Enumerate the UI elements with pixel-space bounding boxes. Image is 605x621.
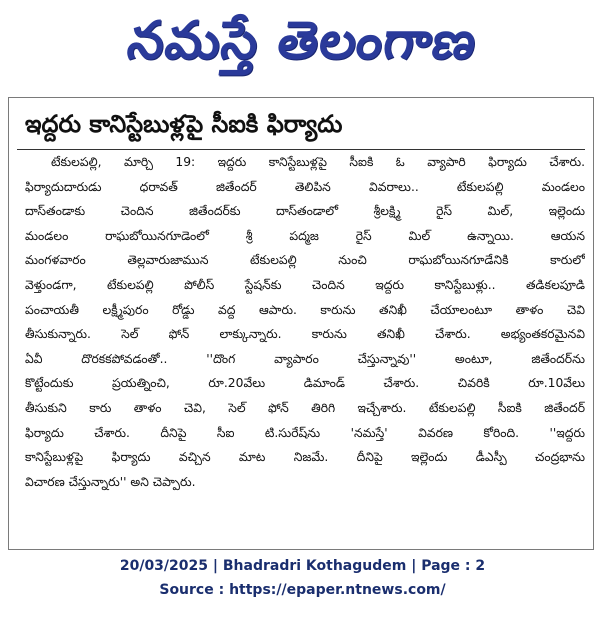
- article-headline: ఇద్దరు కానిస్టేబుళ్లపై సీఐకి ఫిర్యాదు: [25, 110, 343, 138]
- article-line: కొట్టేందుకు ప్రయత్నించి, రూ.20వేలు డిమాండ్ చేశారు. చివరికి రూ.10వేలు: [25, 376, 585, 391]
- article-line: విచారణ చేస్తున్నారు'' అని చెప్పారు.: [25, 474, 196, 489]
- article-body: [25, 150, 585, 494]
- article-line: వెళ్తుండగా, టేకులపల్లి పోలీస్ స్టేషన్‌కు చెందిన ఇద్దరు కానిస్టేబుళ్లు.. తడికలపూడి: [25, 277, 585, 292]
- article-line: మంగళవారం తెల్లవారుజామున టేకులపల్లి నుంచి రాఘబోయినగూడేనికి కారులో: [25, 253, 585, 268]
- article-line: పంచాయతీ లక్ష్మీపురం రోడ్డు వద్ద ఆపారు. కారును తనిఖీ చేయాలంటూ తాళం చెవి: [25, 302, 585, 317]
- source-link[interactable]: Source : https://epaper.ntnews.com/: [159, 582, 446, 598]
- publication-info: 20/03/2025 | Bhadradri Kothagudem | Page : 2: [119, 558, 486, 574]
- article-line: తీసుకుని కారు తాళం చెవి, సెల్ ఫోన్ తిరిగి ఇచ్చేశారు. టేకులపల్లి సీఐకి జితేందర్: [25, 400, 585, 415]
- article-line: కానిస్టేబుళ్లపై ఫిర్యాదు వచ్చిన మాట నిజమే. దీనిపై ఇల్లెందు డీఎస్పీ చంద్రభాను: [25, 450, 585, 465]
- article-line: మండలం రాఘబోయినగూడెంలో శ్రీ పద్మజ రైస్ మిల్ ఉన్నాయి. ఆయన: [25, 228, 585, 243]
- article-clipping: [8, 97, 594, 550]
- article-line: ఏవీ దొరకకపోవడంతో.. ''దొంగ వ్యాపారం చేస్తున్నావు'' అంటూ, జితేందర్‌ను: [25, 351, 585, 366]
- article-line: దాస్‌తండాకు చెందిన జితేందర్‌కు దాస్‌తండాలో శ్రీలక్ష్మి రైస్ మిల్, ఇల్లెందు: [25, 204, 585, 219]
- article-line: ఫిర్యాదు చేశారు. దీనిపై సీఐ టి.సురేష్‌ను 'నమస్తే' వివరణ కోరింది. ''ఇద్దరు: [25, 425, 585, 440]
- article-line: ఫిర్యాదుదారుడు ధరావత్ జితేందర్ తెలిపిన వివరాలు.. టేకులపల్లి మండలం: [25, 179, 585, 194]
- masthead: [0, 0, 605, 82]
- article-line: టేకులపల్లి, మార్చి 19: ఇద్దరు కానిస్టేబుళ్లపై సీఐకి ఓ వ్యాపారి ఫిర్యాదు చేశారు.: [51, 155, 585, 169]
- newspaper-logo: నమస్తే తెలంగాణ: [123, 11, 482, 71]
- article-line: తీసుకున్నారు. సెల్ ఫోన్ లాక్కున్నారు. కారును తనిఖీ చేశారు. అభ్యంతకరమైనవి: [25, 327, 585, 342]
